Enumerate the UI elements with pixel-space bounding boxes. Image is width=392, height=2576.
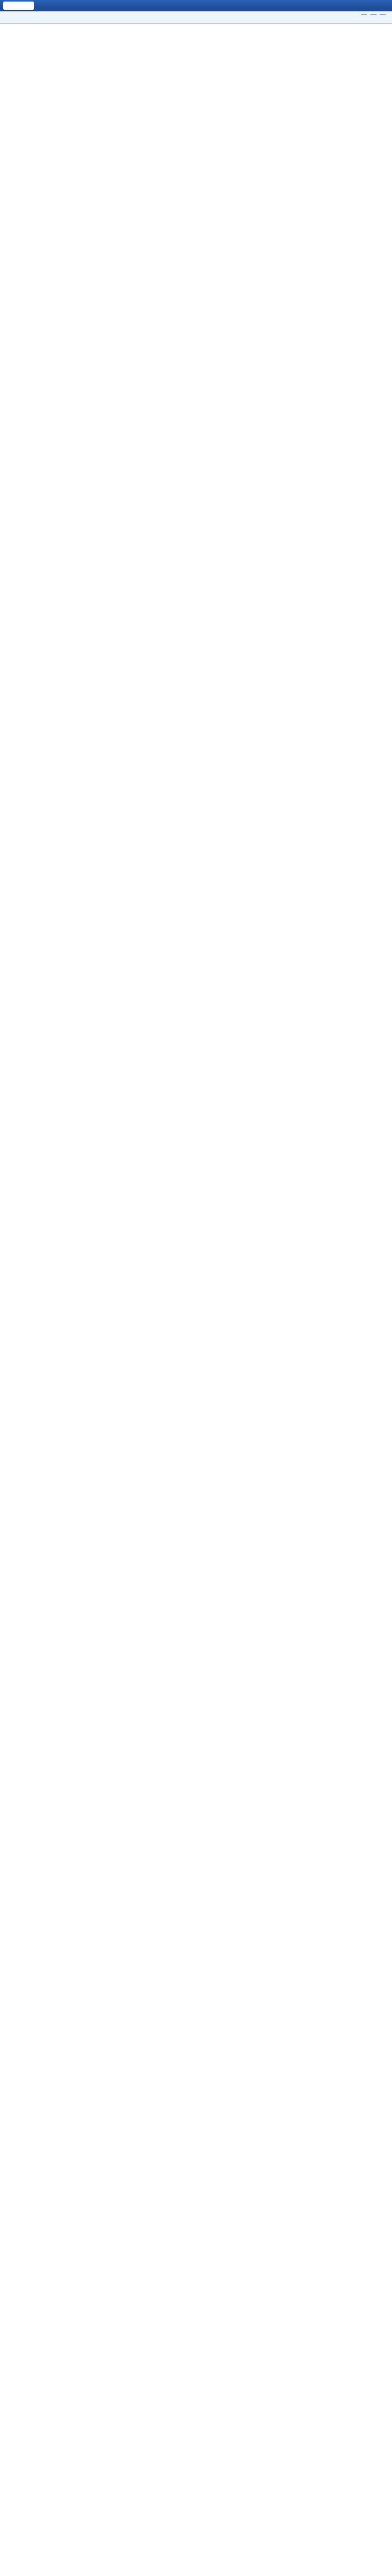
breadcrumb (0, 11, 392, 24)
site-logo[interactable] (3, 2, 34, 10)
new-post-button[interactable] (361, 14, 367, 15)
favorite-button[interactable] (380, 14, 386, 15)
top-header (0, 0, 392, 11)
reply-button[interactable] (370, 14, 377, 15)
